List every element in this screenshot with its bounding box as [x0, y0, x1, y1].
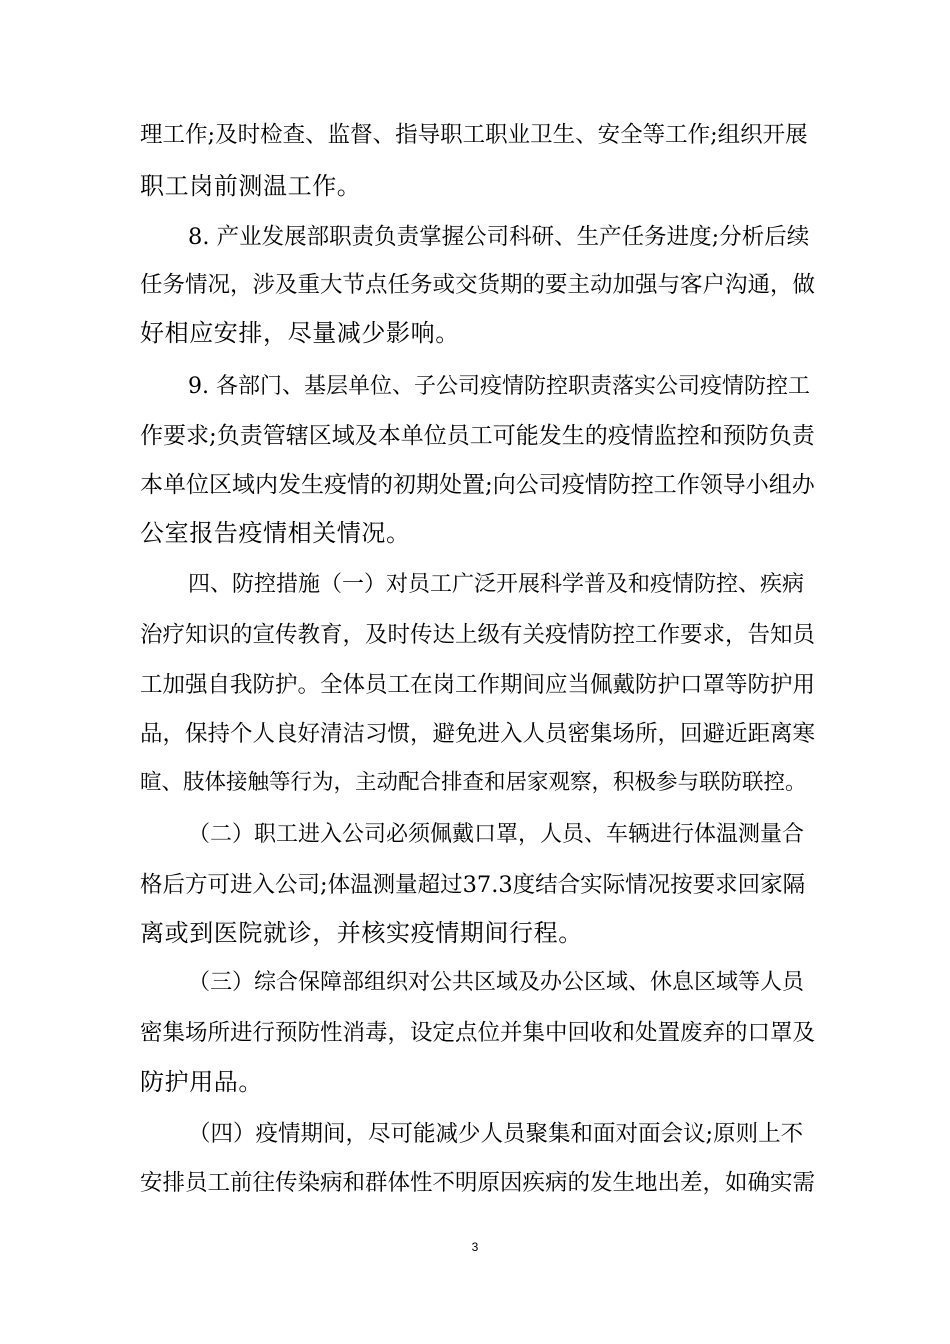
text-line: 公室报告疫情相关情况。	[140, 519, 411, 547]
text-line: 职工岗前测温工作。	[140, 172, 362, 200]
text-line: 本单位区域内发生疫情的初期处置;向公司疫情防控工作领导小组办	[140, 472, 815, 498]
text-line: （四）疫情期间，尽可能减少人员聚集和面对面会议;原则上不	[188, 1121, 804, 1147]
text-line: 好相应安排，尽量减少影响。	[140, 319, 460, 347]
page-number: 3	[471, 1240, 479, 1254]
text-line: 离或到医院就诊，并核实疫情期间行程。	[140, 919, 583, 947]
text-line: （三）综合保障部组织对公共区域及办公区域、休息区域等人员	[188, 970, 805, 995]
text-line: 防护用品。	[140, 1068, 263, 1096]
text-line: 理工作;及时检查、监督、指导职工职业卫生、安全等工作;组织开展	[140, 122, 808, 148]
text-line: 治疗知识的宣传教育，及时传达上级有关疫情防控工作要求，告知员	[140, 622, 816, 648]
text-line: 8. 产业发展部职责负责掌握公司科研、生产任务进度;分析后续	[188, 224, 810, 250]
text-line: （二）职工进入公司必须佩戴口罩，人员、车辆进行体温测量合	[188, 822, 805, 847]
text-line: 四、防控措施（一）对员工广泛开展科学普及和疫情防控、疾病	[188, 572, 805, 597]
text-line: 作要求;负责管辖区域及本单位员工可能发生的疫情监控和预防负责	[140, 423, 815, 449]
text-line: 任务情况，涉及重大节点任务或交货期的要主动加强与客户沟通，做	[140, 272, 816, 298]
text-line: 安排员工前往传染病和群体性不明原因疾病的发生地出差，如确实需	[140, 1170, 816, 1196]
text-line: 9. 各部门、基层单位、子公司疫情防控职责落实公司疫情防控工	[188, 374, 810, 399]
text-line: 暄、肢体接触等行为，主动配合排查和居家观察，积极参与联防联控。	[140, 770, 807, 795]
text-line: 品，保持个人良好清洁习惯，避免进入人员密集场所，回避近距离寒	[140, 721, 816, 747]
text-line: 格后方可进入公司;体温测量超过37.3度结合实际情况按要求回家隔	[140, 872, 806, 898]
text-line: 密集场所进行预防性消毒，设定点位并集中回收和处置废弃的口罩及	[140, 1020, 816, 1046]
text-line: 工加强自我防护。全体员工在岗工作期间应当佩戴防护口罩等防护用	[140, 672, 816, 698]
